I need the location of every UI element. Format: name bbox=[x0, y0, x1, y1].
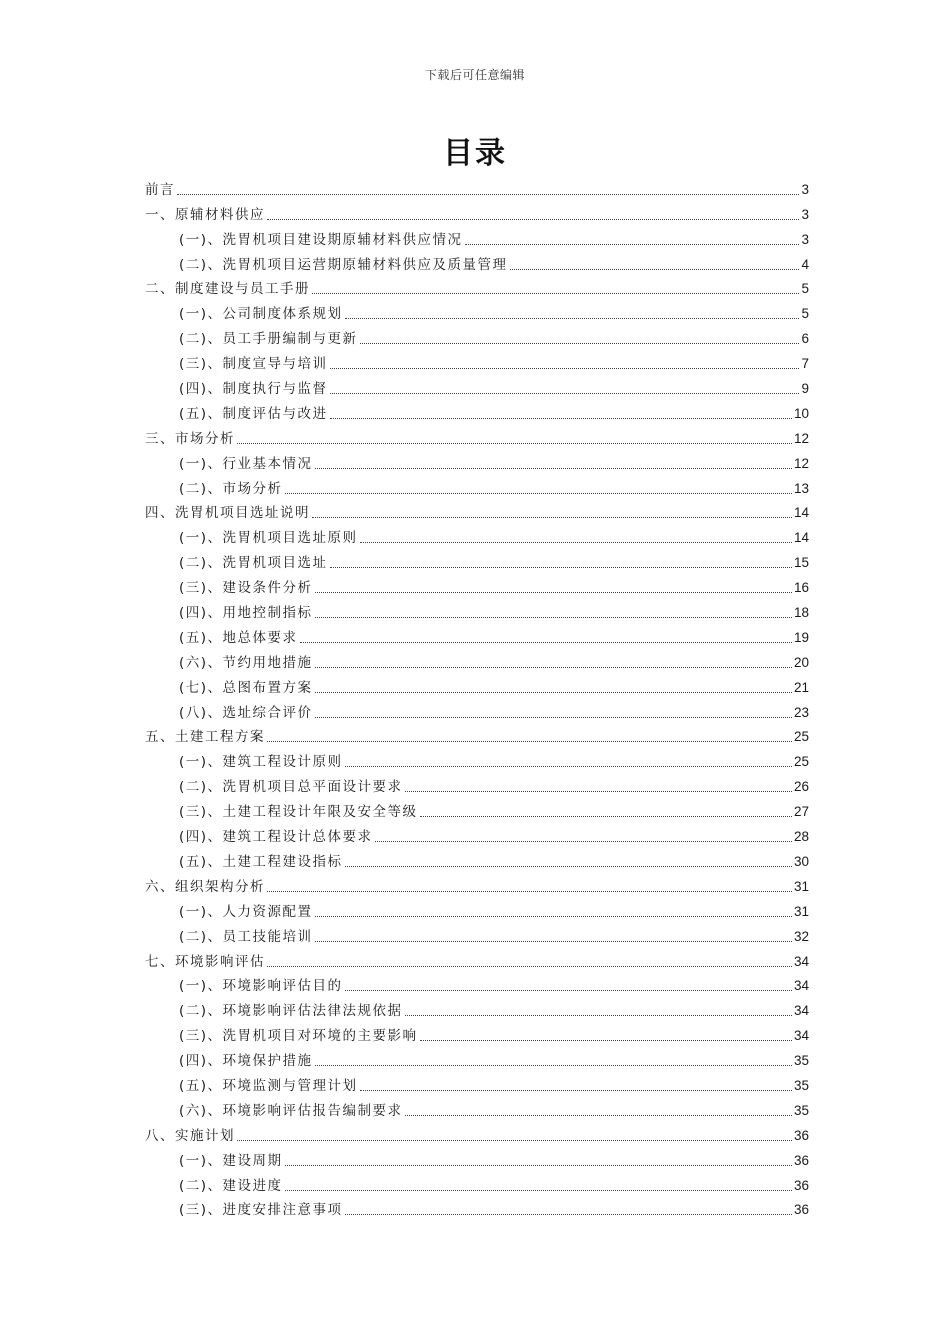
toc-page-number: 35 bbox=[793, 1102, 809, 1118]
toc-dot-leader bbox=[360, 343, 800, 344]
toc-dot-leader bbox=[237, 443, 792, 444]
toc-page-number: 32 bbox=[793, 928, 809, 944]
toc-dot-leader bbox=[177, 194, 799, 195]
toc-page-number: 13 bbox=[793, 480, 809, 496]
toc-page-number: 31 bbox=[793, 903, 809, 919]
toc-dot-leader bbox=[285, 1190, 792, 1191]
toc-entry-section[interactable] bbox=[145, 1045, 809, 1070]
toc-entry-title: (六)、环境影响评估报告编制要求 bbox=[179, 1102, 403, 1119]
toc-entry-section[interactable] bbox=[145, 398, 809, 423]
toc-entry-title: (五)、制度评估与改进 bbox=[179, 405, 328, 422]
toc-entry-title: (三)、制度宣导与培训 bbox=[179, 356, 328, 373]
toc-dot-leader bbox=[267, 741, 792, 742]
toc-page-number: 21 bbox=[793, 679, 809, 695]
toc-dot-leader bbox=[315, 692, 792, 693]
toc-dot-leader bbox=[345, 990, 792, 991]
toc-entry-section[interactable] bbox=[145, 348, 809, 373]
toc-entry-title: (四)、建筑工程设计总体要求 bbox=[179, 829, 373, 846]
toc-page-number: 5 bbox=[801, 281, 809, 297]
toc-page-number: 35 bbox=[793, 1053, 809, 1069]
toc-dot-leader bbox=[285, 493, 792, 494]
toc-page-number: 14 bbox=[793, 530, 809, 546]
toc-entry-title: (一)、公司制度体系规划 bbox=[179, 306, 343, 323]
toc-entry-chapter[interactable] bbox=[145, 722, 809, 747]
toc-page-number: 28 bbox=[793, 829, 809, 845]
toc-page-number: 10 bbox=[793, 405, 809, 421]
toc-dot-leader bbox=[267, 891, 792, 892]
toc-page-number: 7 bbox=[801, 356, 809, 372]
toc-entry-title: 前言 bbox=[145, 181, 175, 198]
toc-page-number: 12 bbox=[793, 430, 809, 446]
toc-entry-section[interactable] bbox=[145, 547, 809, 572]
toc-page-number: 3 bbox=[801, 206, 809, 222]
toc-dot-leader bbox=[330, 368, 800, 369]
toc-dot-leader bbox=[405, 1115, 792, 1116]
toc-dot-leader bbox=[465, 244, 800, 245]
toc-page-number: 14 bbox=[793, 505, 809, 521]
toc-entry-title: 五、土建工程方案 bbox=[145, 729, 265, 746]
toc-entry-section[interactable] bbox=[145, 224, 809, 249]
toc-entry-title: (一)、建设周期 bbox=[179, 1152, 283, 1169]
toc-entry-title: (二)、洗胃机项目运营期原辅材料供应及质量管理 bbox=[179, 256, 508, 273]
toc-dot-leader bbox=[315, 592, 792, 593]
toc-entry-title: (八)、选址综合评价 bbox=[179, 704, 313, 721]
toc-entry-title: 四、洗胃机项目选址说明 bbox=[145, 505, 310, 522]
toc-page-number: 6 bbox=[801, 331, 809, 347]
toc-page-number: 34 bbox=[793, 1003, 809, 1019]
toc-entry-section[interactable] bbox=[145, 921, 809, 946]
toc-entry-chapter[interactable] bbox=[145, 174, 809, 199]
toc-dot-leader bbox=[315, 667, 792, 668]
toc-entry-section[interactable] bbox=[145, 622, 809, 647]
toc-entry-title: (二)、员工手册编制与更新 bbox=[179, 331, 358, 348]
toc-page-number: 27 bbox=[793, 804, 809, 820]
toc-page-number: 15 bbox=[793, 555, 809, 571]
toc-page-number: 12 bbox=[793, 455, 809, 471]
toc-entry-section[interactable] bbox=[145, 821, 809, 846]
toc-page-number: 35 bbox=[793, 1077, 809, 1093]
toc-entry-title: 一、原辅材料供应 bbox=[145, 206, 265, 223]
toc-entry-title: (二)、环境影响评估法律法规依据 bbox=[179, 1003, 403, 1020]
toc-entry-section[interactable] bbox=[145, 971, 809, 996]
toc-page-number: 31 bbox=[793, 878, 809, 894]
toc-entry-chapter[interactable] bbox=[145, 274, 809, 299]
toc-entry-title: (一)、洗胃机项目建设期原辅材料供应情况 bbox=[179, 231, 463, 248]
toc-entry-title: (五)、地总体要求 bbox=[179, 629, 298, 646]
toc-entry-chapter[interactable] bbox=[145, 498, 809, 523]
toc-dot-leader bbox=[315, 717, 792, 718]
toc-entry-section[interactable] bbox=[145, 796, 809, 821]
toc-list bbox=[145, 174, 809, 1219]
toc-page-number: 3 bbox=[801, 231, 809, 247]
toc-entry-title: (二)、员工技能培训 bbox=[179, 928, 313, 945]
toc-entry-section[interactable] bbox=[145, 1170, 809, 1195]
toc-entry-title: (一)、建筑工程设计原则 bbox=[179, 754, 343, 771]
toc-entry-section[interactable] bbox=[145, 249, 809, 274]
toc-dot-leader bbox=[315, 941, 792, 942]
toc-dot-leader bbox=[405, 1015, 792, 1016]
toc-entry-section[interactable] bbox=[145, 373, 809, 398]
toc-dot-leader bbox=[312, 517, 792, 518]
toc-entry-title: (一)、人力资源配置 bbox=[179, 903, 313, 920]
toc-entry-section[interactable] bbox=[145, 1195, 809, 1220]
toc-dot-leader bbox=[330, 393, 800, 394]
toc-entry-section[interactable] bbox=[145, 1095, 809, 1120]
toc-dot-leader bbox=[300, 642, 792, 643]
toc-entry-section[interactable] bbox=[145, 746, 809, 771]
toc-entry-section[interactable] bbox=[145, 771, 809, 796]
toc-dot-leader bbox=[420, 816, 792, 817]
toc-page-number: 25 bbox=[793, 754, 809, 770]
toc-entry-title: 六、组织架构分析 bbox=[145, 878, 265, 895]
toc-entry-title: (二)、洗胃机项目选址 bbox=[179, 555, 328, 572]
toc-dot-leader bbox=[315, 617, 792, 618]
toc-title: 目录 bbox=[443, 136, 507, 171]
toc-entry-section[interactable] bbox=[145, 1070, 809, 1095]
toc-entry-title: (一)、环境影响评估目的 bbox=[179, 978, 343, 995]
toc-entry-title: (一)、行业基本情况 bbox=[179, 455, 313, 472]
toc-page-number: 4 bbox=[801, 256, 809, 272]
toc-dot-leader bbox=[267, 966, 792, 967]
toc-entry-section[interactable] bbox=[145, 672, 809, 697]
toc-entry-section[interactable] bbox=[145, 597, 809, 622]
toc-entry-title: (三)、建设条件分析 bbox=[179, 580, 313, 597]
toc-entry-section[interactable] bbox=[145, 896, 809, 921]
toc-page-number: 20 bbox=[793, 654, 809, 670]
toc-entry-title: (三)、洗胃机项目对环境的主要影响 bbox=[179, 1028, 418, 1045]
toc-dot-leader bbox=[360, 1090, 792, 1091]
toc-page-number: 3 bbox=[801, 181, 809, 197]
toc-dot-leader bbox=[312, 293, 799, 294]
toc-dot-leader bbox=[405, 791, 792, 792]
toc-page-number: 34 bbox=[793, 978, 809, 994]
toc-entry-section[interactable] bbox=[145, 323, 809, 348]
toc-dot-leader bbox=[330, 418, 792, 419]
toc-entry-title: 七、环境影响评估 bbox=[145, 953, 265, 970]
toc-entry-title: (七)、总图布置方案 bbox=[179, 679, 313, 696]
toc-entry-section[interactable] bbox=[145, 1145, 809, 1170]
toc-dot-leader bbox=[345, 766, 792, 767]
toc-entry-section[interactable] bbox=[145, 473, 809, 498]
toc-page-number: 9 bbox=[801, 381, 809, 397]
toc-entry-title: (五)、土建工程建设指标 bbox=[179, 853, 343, 870]
toc-entry-title: (二)、市场分析 bbox=[179, 480, 283, 497]
toc-entry-section[interactable] bbox=[145, 572, 809, 597]
toc-page-number: 30 bbox=[793, 853, 809, 869]
toc-entry-title: 二、制度建设与员工手册 bbox=[145, 281, 310, 298]
toc-entry-chapter[interactable] bbox=[145, 946, 809, 971]
toc-entry-section[interactable] bbox=[145, 448, 809, 473]
toc-entry-title: (六)、节约用地措施 bbox=[179, 654, 313, 671]
toc-entry-title: (一)、洗胃机项目选址原则 bbox=[179, 530, 358, 547]
toc-entry-section[interactable] bbox=[145, 647, 809, 672]
toc-entry-chapter[interactable] bbox=[145, 199, 809, 224]
toc-entry-title: 三、市场分析 bbox=[145, 430, 235, 447]
toc-page-number: 25 bbox=[793, 729, 809, 745]
toc-page-number: 16 bbox=[793, 580, 809, 596]
toc-page-number: 36 bbox=[793, 1177, 809, 1193]
toc-entry-title: (二)、洗胃机项目总平面设计要求 bbox=[179, 779, 403, 796]
toc-entry-section[interactable] bbox=[145, 1020, 809, 1045]
toc-dot-leader bbox=[345, 1214, 792, 1215]
toc-page-number: 34 bbox=[793, 953, 809, 969]
toc-entry-chapter[interactable] bbox=[145, 1120, 809, 1145]
toc-dot-leader bbox=[360, 542, 792, 543]
toc-entry-title: (三)、进度安排注意事项 bbox=[179, 1202, 343, 1219]
toc-page-number: 19 bbox=[793, 629, 809, 645]
toc-entry-title: (四)、环境保护措施 bbox=[179, 1053, 313, 1070]
toc-dot-leader bbox=[420, 1040, 792, 1041]
toc-dot-leader bbox=[285, 1165, 792, 1166]
toc-entry-chapter[interactable] bbox=[145, 423, 809, 448]
toc-entry-section[interactable] bbox=[145, 522, 809, 547]
toc-page-number: 34 bbox=[793, 1028, 809, 1044]
toc-dot-leader bbox=[510, 269, 800, 270]
toc-entry-chapter[interactable] bbox=[145, 871, 809, 896]
toc-entry-title: (二)、建设进度 bbox=[179, 1177, 283, 1194]
toc-dot-leader bbox=[345, 866, 792, 867]
toc-dot-leader bbox=[237, 1140, 792, 1141]
header-note: 下载后可任意编辑 bbox=[424, 68, 525, 82]
toc-page-number: 26 bbox=[793, 779, 809, 795]
toc-dot-leader bbox=[315, 468, 792, 469]
toc-entry-section[interactable] bbox=[145, 995, 809, 1020]
toc-entry-section[interactable] bbox=[145, 846, 809, 871]
toc-page-number: 36 bbox=[793, 1127, 809, 1143]
toc-entry-title: 八、实施计划 bbox=[145, 1127, 235, 1144]
toc-page-number: 5 bbox=[801, 306, 809, 322]
toc-entry-title: (四)、制度执行与监督 bbox=[179, 381, 328, 398]
toc-page-number: 18 bbox=[793, 605, 809, 621]
toc-dot-leader bbox=[375, 841, 792, 842]
toc-entry-section[interactable] bbox=[145, 298, 809, 323]
toc-entry-title: (四)、用地控制指标 bbox=[179, 605, 313, 622]
toc-dot-leader bbox=[315, 916, 792, 917]
toc-page-number: 36 bbox=[793, 1202, 809, 1218]
toc-dot-leader bbox=[330, 567, 792, 568]
toc-entry-title: (五)、环境监测与管理计划 bbox=[179, 1077, 358, 1094]
toc-dot-leader bbox=[345, 318, 800, 319]
toc-page-number: 36 bbox=[793, 1152, 809, 1168]
toc-page-number: 23 bbox=[793, 704, 809, 720]
toc-dot-leader bbox=[315, 1065, 792, 1066]
toc-dot-leader bbox=[267, 219, 799, 220]
toc-entry-section[interactable] bbox=[145, 697, 809, 722]
toc-entry-title: (三)、土建工程设计年限及安全等级 bbox=[179, 804, 418, 821]
